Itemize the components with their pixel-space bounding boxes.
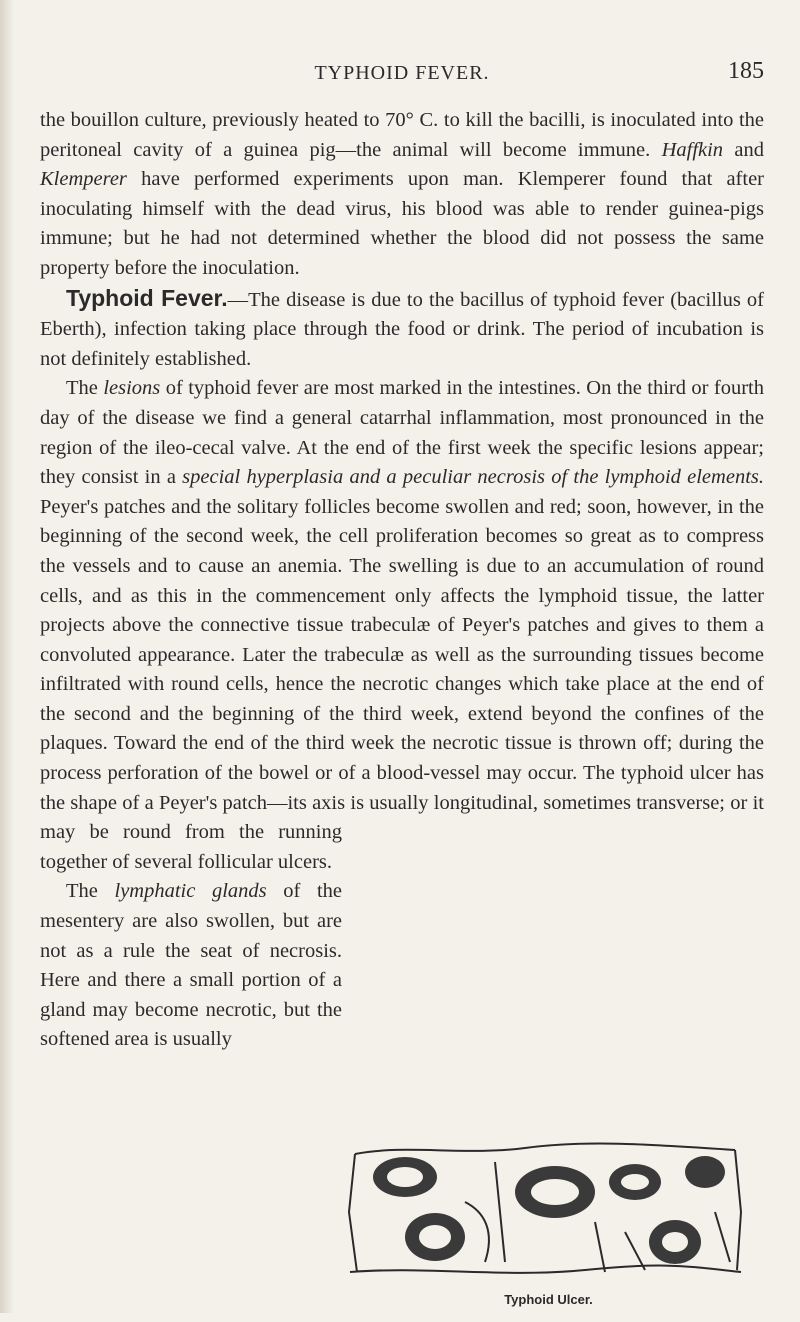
p2-b: of typhoid fever are most marked in the intestines. On the third or fourth day of the disease we find a general catarrhal inflammation, most pronounced in the region of the ileo-cecal valve. At the end of the first week the specific lesions appear; they consist in a <box>40 377 764 489</box>
para1-text: the bouillon culture, previously heated to 70° C. to kill the bacilli, is inoculated into the peritoneal cavity of a guinea pig—the animal will become immune. <box>40 109 764 161</box>
para1-rest: have performed experiments upon man. Klemperer found that after inoculating himself with the dead virus, his blood was able to render guinea-pigs immune; but he had not determined whether the blood did not possess the same property before the inoculation. <box>40 168 764 279</box>
author-haffkin: Haffkin <box>661 138 724 161</box>
term-lymphatic-glands: lymphatic glands <box>114 880 267 903</box>
page-header <box>40 58 764 92</box>
term-lesions: lesions <box>103 377 161 400</box>
p2-c: Peyer's patches and the solitary follicles become swollen and red; soon, however, in the beginning of the second week, the cell proliferation becomes so great as to compress the vessels and to cause an anemia. The swelling is due to an accumulation of round cells, and as this in the commencement only affects the lymphoid tissue, the latter projects above the connective tissue trabeculæ of Peyer's patches and gives to them a convoluted appearance. Later the trabeculæ as well as the surrounding tissues become infiltrated with round cells, hence the necrotic changes which take place at the end of the second and the beginning of the third week, extend beyond the confines of the plaques. Toward the end of the third week the necrotic tissue is thrown off; during the process perforation of the bowel or of a blood-vessel may occur. The typhoid ulcer has the shape of a Peyer's patch—its axis is usually longitudinal, sometimes transverse; or it may be round from the running together of several follicular ulcers. <box>40 496 764 873</box>
para1-and: and <box>723 138 764 161</box>
paragraph-continued <box>40 106 764 284</box>
paragraph-lesions <box>40 374 764 877</box>
section-intro: —The disease is due to the bacillus of typhoid fever (bacillus of Eberth), infection taking place through the food or drink. The period of incubation is not definitely established. <box>40 288 765 370</box>
p3-a: The <box>66 880 115 903</box>
section-heading: Typhoid Fever. <box>66 284 228 311</box>
running-head: TYPHOID FEVER. <box>314 62 490 84</box>
figure-caption: Typhoid Ulcer. <box>504 1292 593 1307</box>
typhoid-ulcer-illustration <box>345 1142 745 1282</box>
figure-float-spacer <box>352 824 764 996</box>
p2-a: The <box>66 377 104 400</box>
page-number: 185 <box>728 58 764 84</box>
typhoid-ulcer-figure <box>345 1142 752 1322</box>
term-hyperplasia: special hyperplasia and a peculiar necrosis of the lymphoid elements. <box>182 466 764 489</box>
section-typhoid-fever <box>40 284 764 375</box>
p3-b: of the mesentery are also swollen, but are not as a rule the seat of necrosis. Here and there a small portion of a gland may become necrotic, but the softened area is usually <box>40 880 343 1051</box>
author-klemperer: Klemperer <box>40 168 127 191</box>
page-edge-shadow <box>0 0 14 1313</box>
page-body <box>40 106 764 1055</box>
